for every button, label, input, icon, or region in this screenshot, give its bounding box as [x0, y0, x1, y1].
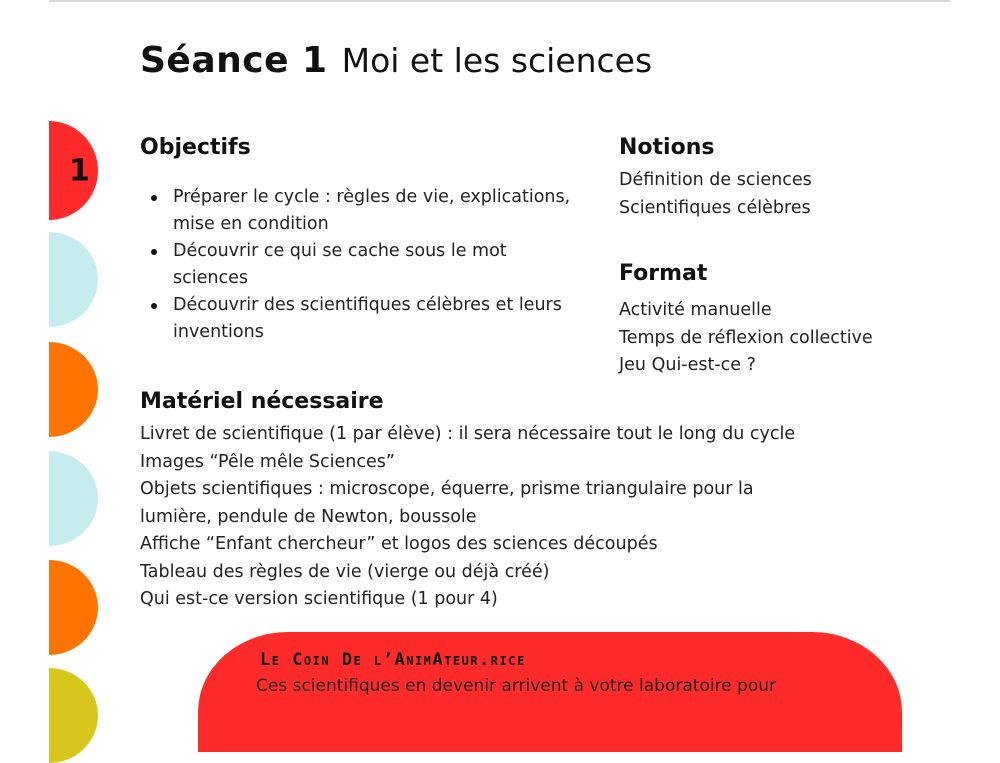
side-tab-6[interactable]: [49, 668, 98, 763]
list-item: Qui est-ce version scientifique (1 pour 4): [140, 589, 498, 609]
side-tab-5[interactable]: [49, 560, 98, 655]
format-heading: Format: [619, 261, 708, 286]
side-tab-label: 1: [69, 153, 90, 188]
materiel-list: [140, 421, 880, 614]
session-title: Moi et les sciences: [341, 41, 653, 80]
list-item: Définition de sciences: [619, 170, 812, 190]
list-item: Objets scientifiques : microscope, équerre, prisme triangulaire pour la lumière, pendule de Newton, boussole: [140, 479, 754, 527]
objectifs-heading: Objectifs: [140, 135, 251, 160]
list-item: Activité manuelle: [619, 300, 772, 320]
side-tab-3[interactable]: [49, 342, 98, 437]
list-item: Scientifiques célèbres: [619, 197, 811, 218]
list-item: Livret de scientifique (1 par élève) : il sera nécessaire tout le long du cycle: [140, 424, 796, 444]
objectifs-list: [140, 184, 583, 346]
format-list: [619, 297, 873, 380]
page-title: [140, 40, 652, 81]
side-tab-4[interactable]: [49, 451, 98, 546]
materiel-heading: Matériel nécessaire: [140, 389, 384, 414]
session-number: Séance 1: [140, 40, 328, 81]
list-item: Temps de réflexion collective: [619, 327, 873, 348]
notions-heading: Notions: [619, 135, 715, 160]
list-item: Découvrir des scientifiques célèbres et leurs inventions: [173, 292, 583, 346]
list-item: Images “Pêle mêle Sciences”: [140, 451, 395, 472]
side-tab-2[interactable]: [49, 232, 98, 327]
list-item: Affiche “Enfant chercheur” et logos des sciences découpés: [140, 534, 658, 554]
animator-corner-text: Ces scientifiques en devenir arrivent à votre laboratoire pour: [256, 676, 777, 696]
animator-corner-box: [198, 632, 902, 752]
list-item: Préparer le cycle : règles de vie, explications, mise en condition: [173, 184, 583, 238]
list-item: Découvrir ce qui se cache sous le mot sciences: [173, 238, 583, 292]
animator-corner-title: Le Coin De l’AnimAteur.rice: [260, 650, 526, 670]
side-tab-1[interactable]: [49, 121, 98, 220]
list-item: Tableau des règles de vie (vierge ou déjà créé): [140, 561, 550, 582]
list-item: Jeu Qui-est-ce ?: [619, 355, 756, 375]
notions-list: [619, 167, 812, 222]
top-divider: [49, 0, 950, 2]
